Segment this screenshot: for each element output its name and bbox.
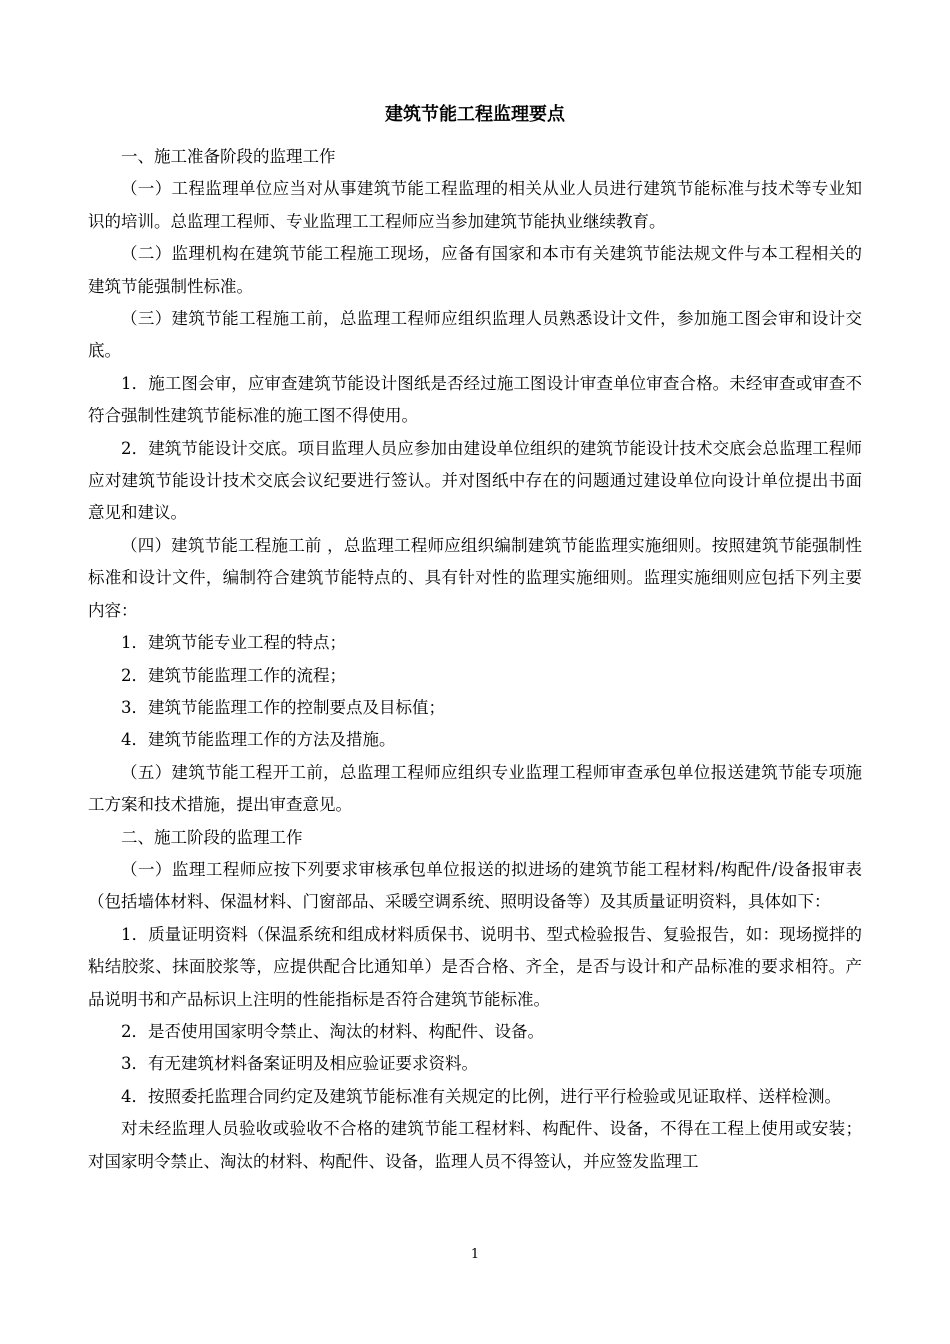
- list-item-registration-proof: 3．有无建筑材料备案证明及相应验证要求资料。: [121, 1054, 478, 1074]
- list-item-methods: 4．建筑节能监理工作的方法及措施。: [121, 730, 396, 750]
- paragraph-nonconforming-materials: 对未经监理人员验收或验收不合格的建筑节能工程材料、构配件、设备，不得在工程上使用或安装；对国家明令禁止、淘汰的材料、构配件、设备，监理人员不得签认，并应签发监理工: [88, 1119, 862, 1171]
- list-item-workflow: 2．建筑节能监理工作的流程；: [121, 665, 346, 685]
- paragraph-training: （一）工程监理单位应当对从事建筑节能工程监理的相关从业人员进行建筑节能标准与技术等专业知识的培训。总监理工程师、专业监理工工程师应当参加建筑节能执业继续教育。: [88, 179, 862, 231]
- list-item-quality-documents: 1．质量证明资料（保温系统和组成材料质保书、说明书、型式检验报告、复验报告，如：现场搅拌的粘结胶浆、抹面胶浆等，应提供配合比通知单）是否合格、齐全，是否与设计和产品标准的要求相符。产品说明书和产品标识上注明的性能指标是否符合建筑节能标准。: [88, 924, 862, 1009]
- list-item-design-briefing: 2．建筑节能设计交底。项目监理人员应参加由建设单位组织的建筑节能设计技术交底会总监理工程师应对建筑节能设计技术交底会议纪要进行签认。并对图纸中存在的问题通过建设单位向设计单位提出书面意见和建议。: [88, 438, 862, 523]
- paragraph-implementation-rules: （四）建筑节能工程施工前 ，总监理工程师应组织编制建筑节能监理实施细则。按照建筑节能强制性标准和设计文件，编制符合建筑节能特点的、具有针对性的监理实施细则。监理实施细则应包括下列主要内容：: [88, 535, 862, 620]
- paragraph-construction-plan-review: （五）建筑节能工程开工前，总监理工程师应组织专业监理工程师审查承包单位报送建筑节能专项施工方案和技术措施，提出审查意见。: [88, 762, 862, 815]
- section-heading-preparation: 一、施工准备阶段的监理工作: [121, 147, 336, 166]
- document-title: 建筑节能工程监理要点: [385, 104, 565, 125]
- list-item-characteristics: 1．建筑节能专业工程的特点；: [121, 633, 346, 653]
- list-item-banned-materials: 2．是否使用国家明令禁止、淘汰的材料、构配件、设备。: [121, 1021, 544, 1041]
- paragraph-standards-on-site: （二）监理机构在建筑节能工程施工现场，应备有国家和本市有关建筑节能法规文件与本工程相关的建筑节能强制性标准。: [88, 244, 862, 296]
- page-number: 1: [470, 1247, 480, 1262]
- list-item-sampling-tests: 4．按照委托监理合同约定及建筑节能标准有关规定的比例，进行平行检验或见证取样、送样检测。: [121, 1086, 841, 1106]
- paragraph-material-review: （一）监理工程师应按下列要求审核承包单位报送的拟进场的建筑节能工程材料/构配件/设备报审表（包括墙体材料、保温材料、门窗部品、采暖空调系统、照明设备等）及其质量证明资料，具体如下：: [88, 859, 862, 912]
- document-body: [88, 141, 862, 1178]
- paragraph-design-review: （三）建筑节能工程施工前，总监理工程师应组织监理人员熟悉设计文件，参加施工图会审和设计交底。: [88, 309, 862, 361]
- list-item-control-points: 3．建筑节能监理工作的控制要点及目标值；: [121, 697, 445, 717]
- section-heading-construction: 二、施工阶段的监理工作: [121, 827, 303, 847]
- list-item-drawing-review: 1．施工图会审，应审查建筑节能设计图纸是否经过施工图设计审查单位审查合格。未经审查或审查不符合强制性建筑节能标准的施工图不得使用。: [88, 373, 862, 426]
